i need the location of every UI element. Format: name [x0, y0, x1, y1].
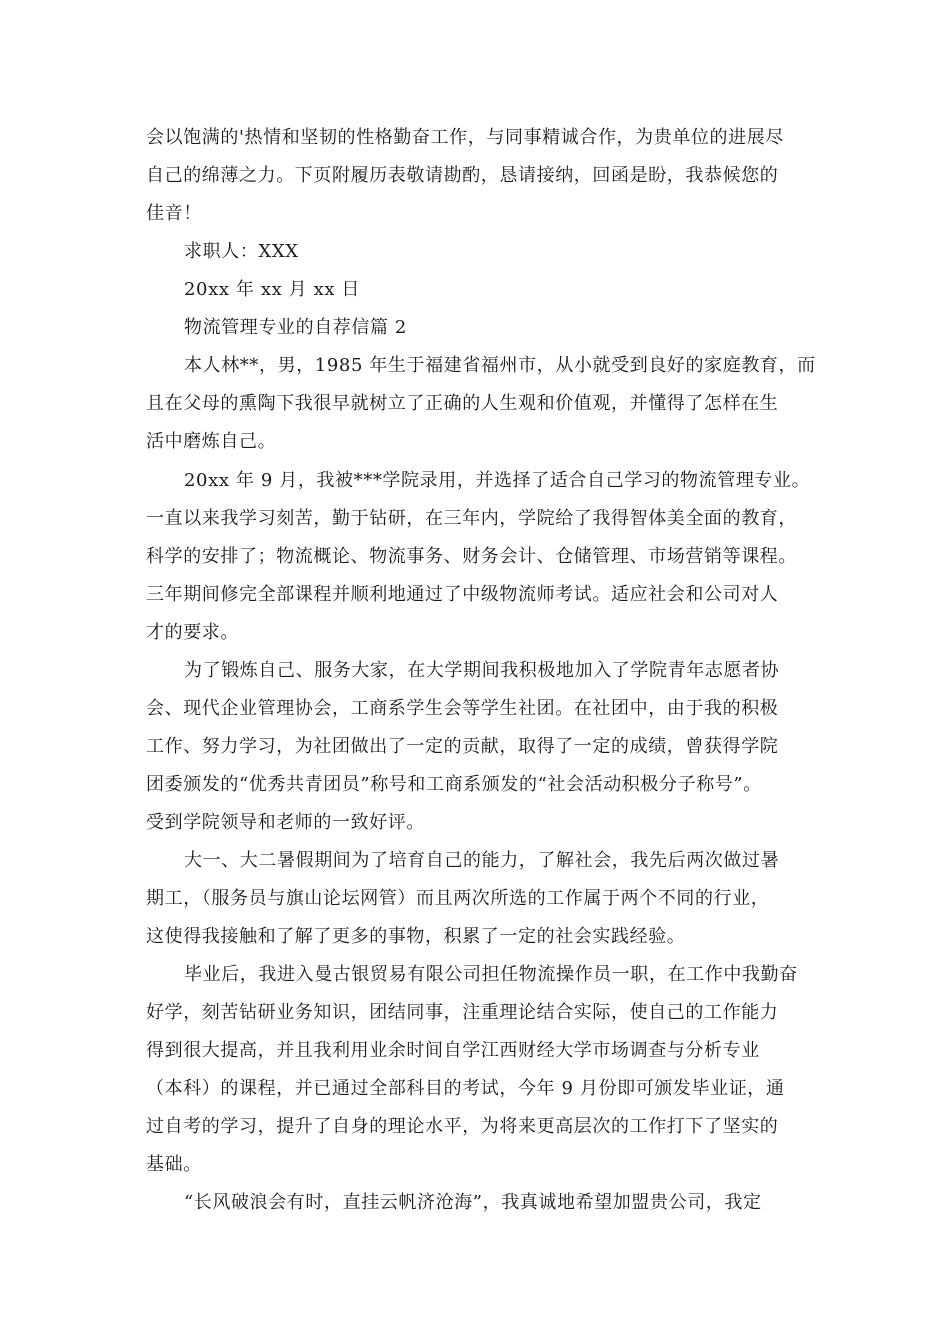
signature-line: 求职人：XXX [184, 241, 299, 262]
text-line: 过自考的学习，提升了自身的理论水平，为将来更高层次的工作打下了坚实的 [146, 1116, 779, 1137]
text-line: 好学，刻苦钻研业务知识，团结同事，注重理论结合实际，使自己的工作能力 [146, 1002, 779, 1023]
text-line: “长风破浪会有时，直挂云帆济沧海”，我真诚地希望加盟贵公司，我定 [184, 1192, 762, 1213]
text-line: 为了锻炼自己、服务大家，在大学期间我积极地加入了学院青年志愿者协 [184, 660, 780, 681]
text-line: 受到学院领导和老师的一致好评。 [146, 812, 425, 833]
text-line: 会以饱满的'热情和坚韧的性格勤奋工作，与同事精诚合作，为贵单位的进展尽 [146, 127, 784, 148]
text-line: 三年期间修完全部课程并顺利地通过了中级物流师考试。适应社会和公司对人 [146, 584, 779, 605]
text-line: 一直以来我学习刻苦，勤于钻研，在三年内，学院给了我得智体美全面的教育， [146, 508, 797, 529]
text-line: 科学的安排了；物流概论、物流事务、财务会计、仓储管理、市场营销等课程。 [146, 546, 797, 567]
text-line: 团委颁发的“优秀共青团员”称号和工商系颁发的“社会活动积极分子称号”。 [146, 774, 762, 795]
section-heading: 物流管理专业的自荐信篇 2 [184, 317, 407, 338]
text-line: 才的要求。 [146, 622, 239, 643]
text-line: 本人林**，男，1985 年生于福建省福州市，从小就受到良好的家庭教育，而 [184, 355, 816, 376]
text-line: 这使得我接触和了解了更多的事物，积累了一定的社会实践经验。 [146, 926, 686, 947]
text-line: 期工，（服务员与旗山论坛网管）而且两次所选的工作属于两个不同的行业， [146, 888, 770, 909]
text-line: 得到很大提高，并且我利用业余时间自学江西财经大学市场调查与分析专业 [146, 1040, 760, 1061]
text-line: 自己的绵薄之力。下页附履历表敬请勘酌，恳请接纳，回函是盼，我恭候您的 [146, 165, 779, 186]
text-line: 20xx 年 9 月，我被***学院录用，并选择了适合自己学习的物流管理专业。 [184, 470, 811, 491]
text-line: 工作、努力学习，为社团做出了一定的贡献，取得了一定的成绩，曾获得学院 [146, 736, 779, 757]
text-line: 且在父母的熏陶下我很早就树立了正确的人生观和价值观，并懂得了怎样在生 [146, 393, 779, 414]
text-line: （本科）的课程，并已通过全部科目的考试，今年 9 月份即可颁发毕业证，通 [146, 1078, 785, 1099]
text-line: 佳音！ [146, 203, 202, 224]
text-line: 大一、大二暑假期间为了培育自己的能力，了解社会，我先后两次做过暑 [184, 850, 780, 871]
text-line: 活中磨炼自己。 [146, 431, 277, 452]
date-line: 20xx 年 xx 月 xx 日 [184, 279, 361, 300]
text-line: 基础。 [146, 1154, 202, 1175]
text-line: 毕业后，我进入曼古银贸易有限公司担任物流操作员一职，在工作中我勤奋 [184, 964, 798, 985]
text-line: 会、现代企业管理协会，工商系学生会等学生社团。在社团中，由于我的积极 [146, 698, 779, 719]
